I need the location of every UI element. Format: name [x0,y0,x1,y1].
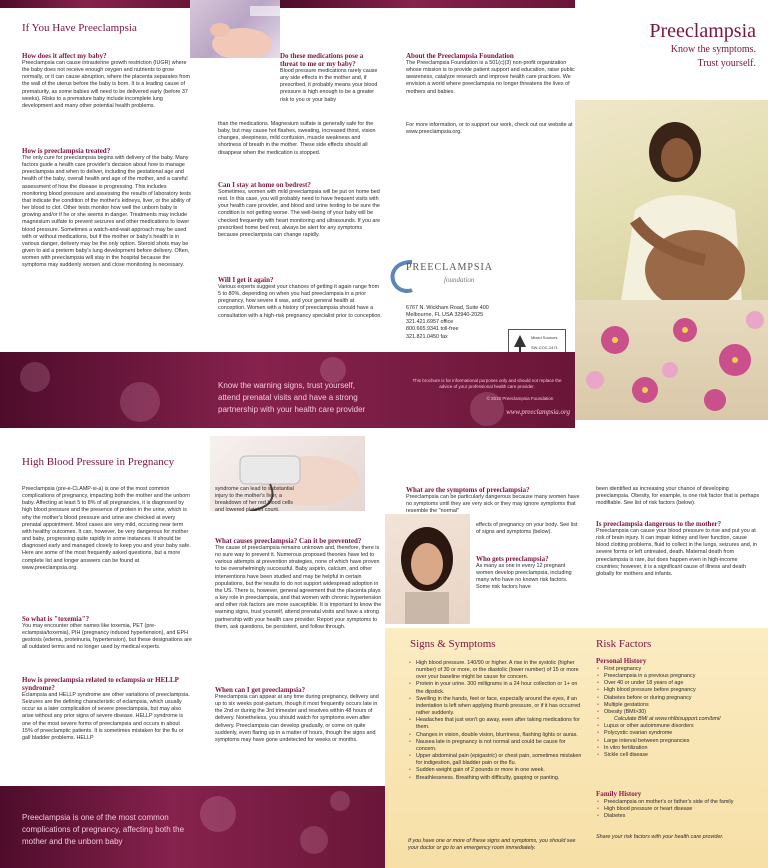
signs-note: If you have one or more of these signs and symptoms, you should see your doctor or go to an emergency room immediately. [408,838,576,852]
text-more-info: For more information, or to support our work, check out our website at www.preeclampsia.org. [406,122,573,136]
cosmos-flowers [575,300,768,420]
text-symptoms-a: Preeclampsia can be particularly dangerous because many women have no symptoms until they are very sick or they may ignore symptoms that resemble the "normal" [406,494,580,515]
panel-title-if-you-have: If You Have Preeclampsia [22,22,137,34]
list-item: • High blood pressure. 140/90 or higher. A rise in the systolic (higher number) of 30 or more, or the diastolic (lower number) of 15 or more over your baseline might be cause for concern. [408,660,583,681]
heading-causes: What causes preeclampsia? Can it be prevented? [215,537,362,545]
heading-dangerous: Is preeclampsia dangerous to the mother? [596,520,722,528]
list-item: • Preeclampsia in a previous pregnancy [596,673,764,680]
list-item: • Nausea late in pregnancy is not normal and could be cause for concern. [408,739,583,753]
cover-tagline-2: Trust yourself. [697,58,756,69]
top-ribbon-2 [280,0,575,8]
text-who: As many as one in every 12 pregnant women develop preeclampsia, including many who have no known risk factors. Some risk factors have [476,563,572,591]
text-when: Preeclampsia can appear at any time during pregnancy, delivery and up to six weeks post-partum, though it most frequently occurs late in the 2nd or during the 3rd trimester and resolves within 48 hours of delivery. Nonetheless, you should watch for symptoms even after delivery. Preeclampsia can develop gradually, or come on quite suddenly, even flaring up in a matter of hours, though the signs and symptoms may have gone undetected for weeks or months. [215,694,379,743]
list-item: • Over 40 or under 18 years of age [596,680,764,687]
list-item: • Changes in vision, double vision, blurriness, flashing lights or auras. [408,732,583,739]
disclaimer: This brochure is for informational purposes only and should not replace the advice of your professional health care provider. [412,378,562,389]
text-about-foundation: The Preeclampsia Foundation is a 501(c)(3) non-profit organization whose mission is to provide patient support and education, raise public awareness, catalyze research and improve health care practices. We envision a world where preeclampsia no longer threatens the lives of mothers and babies. [406,60,575,95]
list-item: • Lupus or other autoimmune disorders [596,723,764,730]
heading-symptoms: What are the symptoms of preeclampsia? [406,486,530,494]
list-item: • Headaches that just won't go away, even after taking medications for them. [408,717,583,731]
list-item: • Sickle cell disease [596,752,764,759]
heading-when: When can I get preeclampsia? [215,686,306,694]
flower-icon [575,300,768,420]
list-item: • First pregnancy [596,666,764,673]
text-affect-baby: Preeclampsia can cause intrauterine growth restriction (IUGR) where the baby does not receive enough oxygen and nutrients to grow normally, or it can cause abruption, where the placenta separates from the wall of the uterus before the baby is born. It is a leading cause of prematurity, as some babies will need to be delivered early (before 37 weeks). Risks to a premature baby include incomplete lung development and many other potential health problems. [22,60,190,109]
share-note: Share your risk factors with your health care provider. [596,834,724,840]
top-ribbon [0,0,190,8]
woman-portrait-icon [385,514,470,624]
heading-bedrest: Can I stay at home on bedrest? [218,181,311,189]
list-item: • Protein in your urine. 300 milligrams in a 24 hour collection or 1+ on the dipstick. [408,681,583,695]
family-history-head: Family History [596,790,642,798]
list-item: • Breathlessness. Breathing with difficulty, gasping or panting. [408,775,583,782]
bmi-link[interactable]: • Calculate BMI at www.nhlbisupport.com/bmi/ [596,716,764,723]
panel-title-hbp: High Blood Pressure in Pregnancy [22,456,175,468]
website-link[interactable]: www.preeclampsia.org [506,408,570,416]
logo-sub: foundation [444,276,475,284]
family-history-list [596,799,764,823]
fsc-tree-icon [512,333,528,353]
woman-portrait-photo [385,514,470,624]
personal-history-list [596,666,764,782]
text-bedrest: Sometimes, women with mild preeclampsia will be put on home bed rest. In this case, you will probably need to have frequent visits with your health care provider, and blood and urine testing to be sure the condition is not getting worse. The well-being of your baby will be checked frequently with heart monitoring and ultrasounds. If you are prescribed home bed rest, always be alert for any symptoms because preeclampsia can change rapidly. [218,189,381,238]
list-item: • Polycystic ovarian syndrome [596,730,764,737]
list-item: • Preeclampsia on mother's or father's side of the family [596,799,764,806]
list-item: • Obesity (BMI>30) [596,709,764,716]
baby-hand-icon [190,0,280,58]
heading-again: Will I get it again? [218,276,274,284]
foundation-logo [386,256,496,300]
text-medications-a: Blood pressure medications rarely cause any side effects in the mother and, if prescribed, it probably means your blood pressure is high enough to be a greater risk to you or your baby [280,68,378,103]
bottom-band-text: Preeclampsia is one of the most common complications of pregnancy, affecting both the mother and the unborn baby [22,813,185,846]
text-symptoms-b: effects of pregnancy on your body. See list of signs and symptoms (below). [476,522,578,536]
fsc-badge: Mixed Sources SW-COC-1471 [508,329,566,355]
list-item: • Swelling in the hands, feet or face, especially around the eyes, if an indentation is left when applying thumb pressure, or if it has occurred rather suddenly. [408,696,583,717]
heading-about-foundation: About the Preeclampsia Foundation [406,52,514,60]
signs-title: Signs & Symptoms [410,638,496,650]
heading-medications: Do these medications pose a threat to me or my baby? [280,52,364,68]
text-medications-b: than the medications. Magnesium sulfate is generally safe for the baby, but may cause hot flashes, sweating, increased thirst, vision changes, sleepiness, mild confusion, muscle weakness and shortness of breath in the mother. These side effects should all disappear when the medication is stopped. [218,121,376,156]
list-item: • Diabetes [596,813,764,820]
list-item: • Diabetes before or during pregnancy [596,695,764,702]
risk-title: Risk Factors [596,638,652,650]
logo-name: PREECLAMPSIA [406,262,494,273]
heading-treated: How is preeclampsia treated? [22,147,111,155]
list-item: • Multiple gestations [596,702,764,709]
top-band-text: Know the warning signs, trust yourself, attend prenatal visits and have a strong partnership with your health care provider [218,381,366,414]
cover-tagline-1: Know the symptoms. [670,44,756,55]
personal-history-head: Personal History [596,657,647,665]
copyright: © 2010 Preeclampsia Foundation [486,396,554,401]
text-again: Various experts suggest your chances of getting it again range from 5 to 80%, depending on when you had preeclampsia in a prior pregnancy, how severe it was, and your general health at conception. Women with a history of preeclampsia should have a consultation with a high-risk pregnancy specialist prior to conception. [218,284,382,319]
heading-hellp: How is preeclampsia related to eclampsia or HELLP syndrome? [22,676,179,692]
list-item: • Sudden weight gain of 2 pounds or more in one week. [408,767,583,774]
baby-photo [190,0,280,58]
list-item: • In vitro fertilization [596,745,764,752]
text-hbp-intro: Preeclampsia (pre-e-CLAMP-si-a) is one of the most common complications of pregnancy, impacting both the mother and the unborn baby. Affecting at least 5 to 8% of all pregnancies, it is diagnosed by high blood pressure and the presence of protein in the urine, which is why the mother's blood pressure and urine are checked at every prenatal appointment. Most cases are very mild, occuring near term with healthy outcomes. It can, however, be very dangerous for mother and baby, progressing quite rapidly in some instances. It should be diagnosed early and managed closely to keep you and your baby safe. Here are some of the most frequently asked questions, but a more complete list and longer answers can be found at www.preeclampsia.org. [22,486,191,571]
address-block: 6767 N. Wickham Road, Suite 400 Melbourne, FL USA 32940-2025 321.421.6957 office 800.665.9341 toll-free 321.821.0450 fax [406,305,489,340]
signs-list [408,660,583,840]
cover-title: Preeclampsia [649,20,756,42]
list-item: • Large interval between pregnancies [596,738,764,745]
text-toxemia: You may encounter other names like toxemia, PET (pre-eclampsia/toxemia), PIH (pregnancy induced hypertension), and EPH gestosis (edema, proteinuria, hypertension), but these designations are all outdated terms and no longer used by medical experts. [22,623,192,651]
heading-who: Who gets preeclampsia? [476,555,549,563]
heading-affect-baby: How does it affect my baby? [22,52,107,60]
text-hellp: Eclampsia and HELLP syndrome are other variations of preeclampsia. Seizures are the defining characteristic of eclampsia, which usually occur as a later complication of severe preeclampsia, but may also arise without any prior signs of severe disease. HELLP syndrome is one of the most severe forms of preeclampsia and occurs in about 15% of preeclamptic patients. It is sometimes mistaken for the flu or gall bladder problems. HELLP [22,692,190,741]
heading-toxemia: So what is "toxemia"? [22,615,90,623]
list-item: • Upper abdominal pain (epigastric) or chest pain, sometimes mistaken for indigestion, gall bladder pain or the flu. [408,753,583,767]
list-item: • High blood pressure or heart disease [596,806,764,813]
text-dangerous: Preeclampsia can cause your blood pressure to rise and put you at risk of brain injury. It can impair kidney and liver function, cause blood clotting problems, fluid to collect in the lungs, seizures and, in severe forms or left untreated, death. Maternal death from preeclampsia is rare, but does happen even in high-income countries; however, it is a significant cause of illness and death globally for mothers and infants. [596,528,757,577]
text-hellp-cont: syndrome can lead to substantial injury to the mother's liver, a breakdown of her red blood cells and lowered platelet count. [215,486,294,514]
text-causes: The cause of preeclampsia remains unknown and, therefore, there is no sure way to prevent it. Numerous proposed theories have led to various attempts at prevention strategies, none of which have proven to be overwhelmingly successful. Baby aspirin, calcium, and other interventions have been studied and may be helpful in certain populations, but the results to do not support widespread adoption in the US. There is, however, general agreement that the placenta plays a key role in preeclampsia, and that women with chronic hypertension and other risk factors are more susceptible. It is important to know the warning signs, trust yourself, attend prenatal visits and have a strong partnership with your health care provider. Report your symptoms to them, ask questions, be persistent, and follow through. [215,545,382,630]
text-who-cont: been identified as increasing your chance of developing preeclampsia. Obesity, for example, is one risk factor that is perhaps modifiable. See list of risk factors (below). [596,486,760,507]
text-treated: The only cure for preeclampsia begins with delivery of the baby. Many factors guide a health care provider's decision about how to manage preeclampsia and when to deliver, including the gestational age and health of the baby, overall health and age of the mother, and a careful assessment of how the disease is progressing. This includes monitoring blood pressure and assessing the results of laboratory tests that indicate the condition of the mother's kidneys, liver, or the ability of her blood to clot. Other tests monitor how well the unborn baby is growing and/or if he or she seems in danger. Treatments may include magnesium sulfate to prevent seizures and other medications to lower blood pressure. Sometimes a watch-and-wait approach may be used with or without medications, but if the mother or baby's health is in various danger, delivery may be the only option. Steroid shots may be given to aid a preterm baby's lung development before delivery. Often, women with preeclampsia will stay in the hospital because the symptoms may suddenly worsen and close monitoring is necessary. [22,155,191,269]
list-item: • High blood pressure before pregnancy [596,687,764,694]
